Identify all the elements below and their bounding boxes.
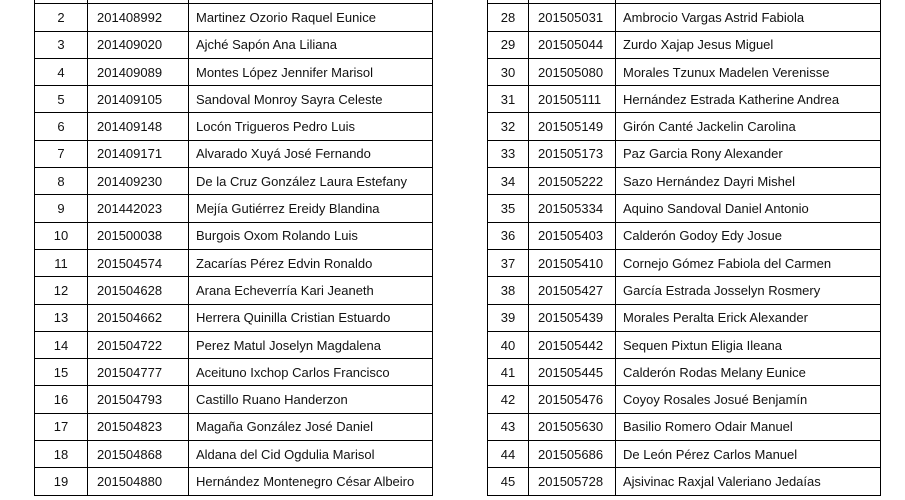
table-row <box>488 4 881 31</box>
student-id: 201504574 <box>88 249 189 276</box>
student-name: Ajché Sapón Ana Liliana <box>189 31 433 58</box>
student-id: 201409230 <box>88 168 189 195</box>
student-id: 201505111 <box>529 86 616 113</box>
student-id: 201505031 <box>529 4 616 31</box>
student-id: 201505410 <box>529 249 616 276</box>
row-number: 2 <box>35 4 88 31</box>
student-id: 201409089 <box>88 58 189 85</box>
table-row <box>488 195 881 222</box>
row-number: 12 <box>35 277 88 304</box>
student-id: 201505439 <box>529 304 616 331</box>
student-name: Arana Echeverría Kari Jeaneth <box>189 277 433 304</box>
student-id: 201505445 <box>529 359 616 386</box>
student-table-right-body <box>488 0 881 495</box>
row-number: 5 <box>35 86 88 113</box>
row-number: 16 <box>35 386 88 413</box>
row-number: 7 <box>35 140 88 167</box>
student-name: Locón Trigueros Pedro Luis <box>189 113 433 140</box>
table-row <box>35 222 433 249</box>
table-row <box>35 113 433 140</box>
student-id: 201504662 <box>88 304 189 331</box>
row-number: 15 <box>35 359 88 386</box>
student-name: Ajsivinac Raxjal Valeriano Jedaías <box>616 468 881 495</box>
student-id: 201505442 <box>529 331 616 358</box>
table-row <box>488 222 881 249</box>
student-id: 201505630 <box>529 413 616 440</box>
student-id: 201505334 <box>529 195 616 222</box>
table-row <box>35 168 433 195</box>
student-name: Calderón Rodas Melany Eunice <box>616 359 881 386</box>
row-number: 17 <box>35 413 88 440</box>
row-number: 9 <box>35 195 88 222</box>
row-number: 19 <box>35 468 88 495</box>
student-id: 201505728 <box>529 468 616 495</box>
table-row <box>35 386 433 413</box>
student-id: 201504777 <box>88 359 189 386</box>
row-number: 3 <box>35 31 88 58</box>
row-number: 40 <box>488 331 529 358</box>
student-name: García Estrada Josselyn Rosmery <box>616 277 881 304</box>
row-number: 30 <box>488 58 529 85</box>
student-name: Sequen Pixtun Eligia Ileana <box>616 331 881 358</box>
student-id: 201505173 <box>529 140 616 167</box>
table-row <box>488 304 881 331</box>
row-number: 14 <box>35 331 88 358</box>
table-row <box>35 413 433 440</box>
student-table-right <box>487 0 881 496</box>
student-name: Cornejo Gómez Fabiola del Carmen <box>616 249 881 276</box>
row-number: 39 <box>488 304 529 331</box>
student-table-left <box>34 0 433 496</box>
table-row <box>488 58 881 85</box>
table-row <box>35 195 433 222</box>
student-id: 201409148 <box>88 113 189 140</box>
student-name: Sazo Hernández Dayri Mishel <box>616 168 881 195</box>
student-name: Aldana del Cid Ogdulia Marisol <box>189 441 433 468</box>
table-row <box>35 140 433 167</box>
student-id: 201505476 <box>529 386 616 413</box>
row-number: 29 <box>488 31 529 58</box>
student-id: 201504628 <box>88 277 189 304</box>
student-name: Burgois Oxom Rolando Luis <box>189 222 433 249</box>
row-number: 32 <box>488 113 529 140</box>
student-name: Ambrocio Vargas Astrid Fabiola <box>616 4 881 31</box>
student-id: 201500038 <box>88 222 189 249</box>
table-row <box>35 277 433 304</box>
student-id: 201409171 <box>88 140 189 167</box>
student-name: Sandoval Monroy Sayra Celeste <box>189 86 433 113</box>
student-name: Girón Canté Jackelin Carolina <box>616 113 881 140</box>
row-number: 42 <box>488 386 529 413</box>
student-name: Aceituno Ixchop Carlos Francisco <box>189 359 433 386</box>
row-number: 34 <box>488 168 529 195</box>
student-name: Aquino Sandoval Daniel Antonio <box>616 195 881 222</box>
row-number: 31 <box>488 86 529 113</box>
table-row <box>488 331 881 358</box>
table-row <box>35 441 433 468</box>
table-row <box>35 249 433 276</box>
row-number: 38 <box>488 277 529 304</box>
row-number: 33 <box>488 140 529 167</box>
row-number: 6 <box>35 113 88 140</box>
student-id: 201505403 <box>529 222 616 249</box>
table-row <box>488 140 881 167</box>
student-name: Coyoy Rosales Josué Benjamín <box>616 386 881 413</box>
row-number: 8 <box>35 168 88 195</box>
student-name: Calderón Godoy Edy Josue <box>616 222 881 249</box>
student-id: 201409105 <box>88 86 189 113</box>
student-name: Morales Tzunux Madelen Verenisse <box>616 58 881 85</box>
row-number: 37 <box>488 249 529 276</box>
student-id: 201505149 <box>529 113 616 140</box>
student-id: 201505080 <box>529 58 616 85</box>
student-name: Hernández Montenegro César Albeiro <box>189 468 433 495</box>
row-number: 36 <box>488 222 529 249</box>
student-id: 201504868 <box>88 441 189 468</box>
student-id: 201504880 <box>88 468 189 495</box>
student-name: Mejía Gutiérrez Ereidy Blandina <box>189 195 433 222</box>
student-name: Montes López Jennifer Marisol <box>189 58 433 85</box>
table-row <box>35 58 433 85</box>
table-row <box>488 468 881 495</box>
student-name: Hernández Estrada Katherine Andrea <box>616 86 881 113</box>
row-number: 11 <box>35 249 88 276</box>
student-id: 201504722 <box>88 331 189 358</box>
student-name: Paz Garcia Rony Alexander <box>616 140 881 167</box>
table-row <box>35 331 433 358</box>
student-name: Zacarías Pérez Edvin Ronaldo <box>189 249 433 276</box>
student-id: 201505222 <box>529 168 616 195</box>
student-name: Herrera Quinilla Cristian Estuardo <box>189 304 433 331</box>
student-id: 201409020 <box>88 31 189 58</box>
student-name: Magaña González José Daniel <box>189 413 433 440</box>
table-row <box>35 31 433 58</box>
table-row <box>488 249 881 276</box>
table-row <box>488 413 881 440</box>
student-name: De León Pérez Carlos Manuel <box>616 441 881 468</box>
student-id: 201505044 <box>529 31 616 58</box>
student-id: 201408992 <box>88 4 189 31</box>
row-number: 44 <box>488 441 529 468</box>
row-number: 28 <box>488 4 529 31</box>
table-row <box>488 386 881 413</box>
student-name: De la Cruz González Laura Estefany <box>189 168 433 195</box>
table-row <box>488 277 881 304</box>
row-number: 45 <box>488 468 529 495</box>
student-table-left-body <box>35 0 433 495</box>
table-row <box>35 304 433 331</box>
table-row <box>488 441 881 468</box>
table-row <box>488 359 881 386</box>
table-row <box>488 86 881 113</box>
student-id: 201442023 <box>88 195 189 222</box>
row-number: 13 <box>35 304 88 331</box>
student-id: 201505686 <box>529 441 616 468</box>
table-row <box>35 359 433 386</box>
student-name: Alvarado Xuyá José Fernando <box>189 140 433 167</box>
student-id: 201505427 <box>529 277 616 304</box>
student-name: Castillo Ruano Handerzon <box>189 386 433 413</box>
table-row <box>488 113 881 140</box>
table-row <box>35 468 433 495</box>
student-name: Martinez Ozorio Raquel Eunice <box>189 4 433 31</box>
student-name: Perez Matul Joselyn Magdalena <box>189 331 433 358</box>
student-name: Zurdo Xajap Jesus Miguel <box>616 31 881 58</box>
row-number: 18 <box>35 441 88 468</box>
row-number: 41 <box>488 359 529 386</box>
table-row <box>488 168 881 195</box>
student-name: Basilio Romero Odair Manuel <box>616 413 881 440</box>
row-number: 35 <box>488 195 529 222</box>
row-number: 43 <box>488 413 529 440</box>
student-id: 201504823 <box>88 413 189 440</box>
row-number: 4 <box>35 58 88 85</box>
student-id: 201504793 <box>88 386 189 413</box>
table-row <box>488 31 881 58</box>
row-number: 10 <box>35 222 88 249</box>
table-row <box>35 86 433 113</box>
table-row <box>35 4 433 31</box>
student-name: Morales Peralta Erick Alexander <box>616 304 881 331</box>
